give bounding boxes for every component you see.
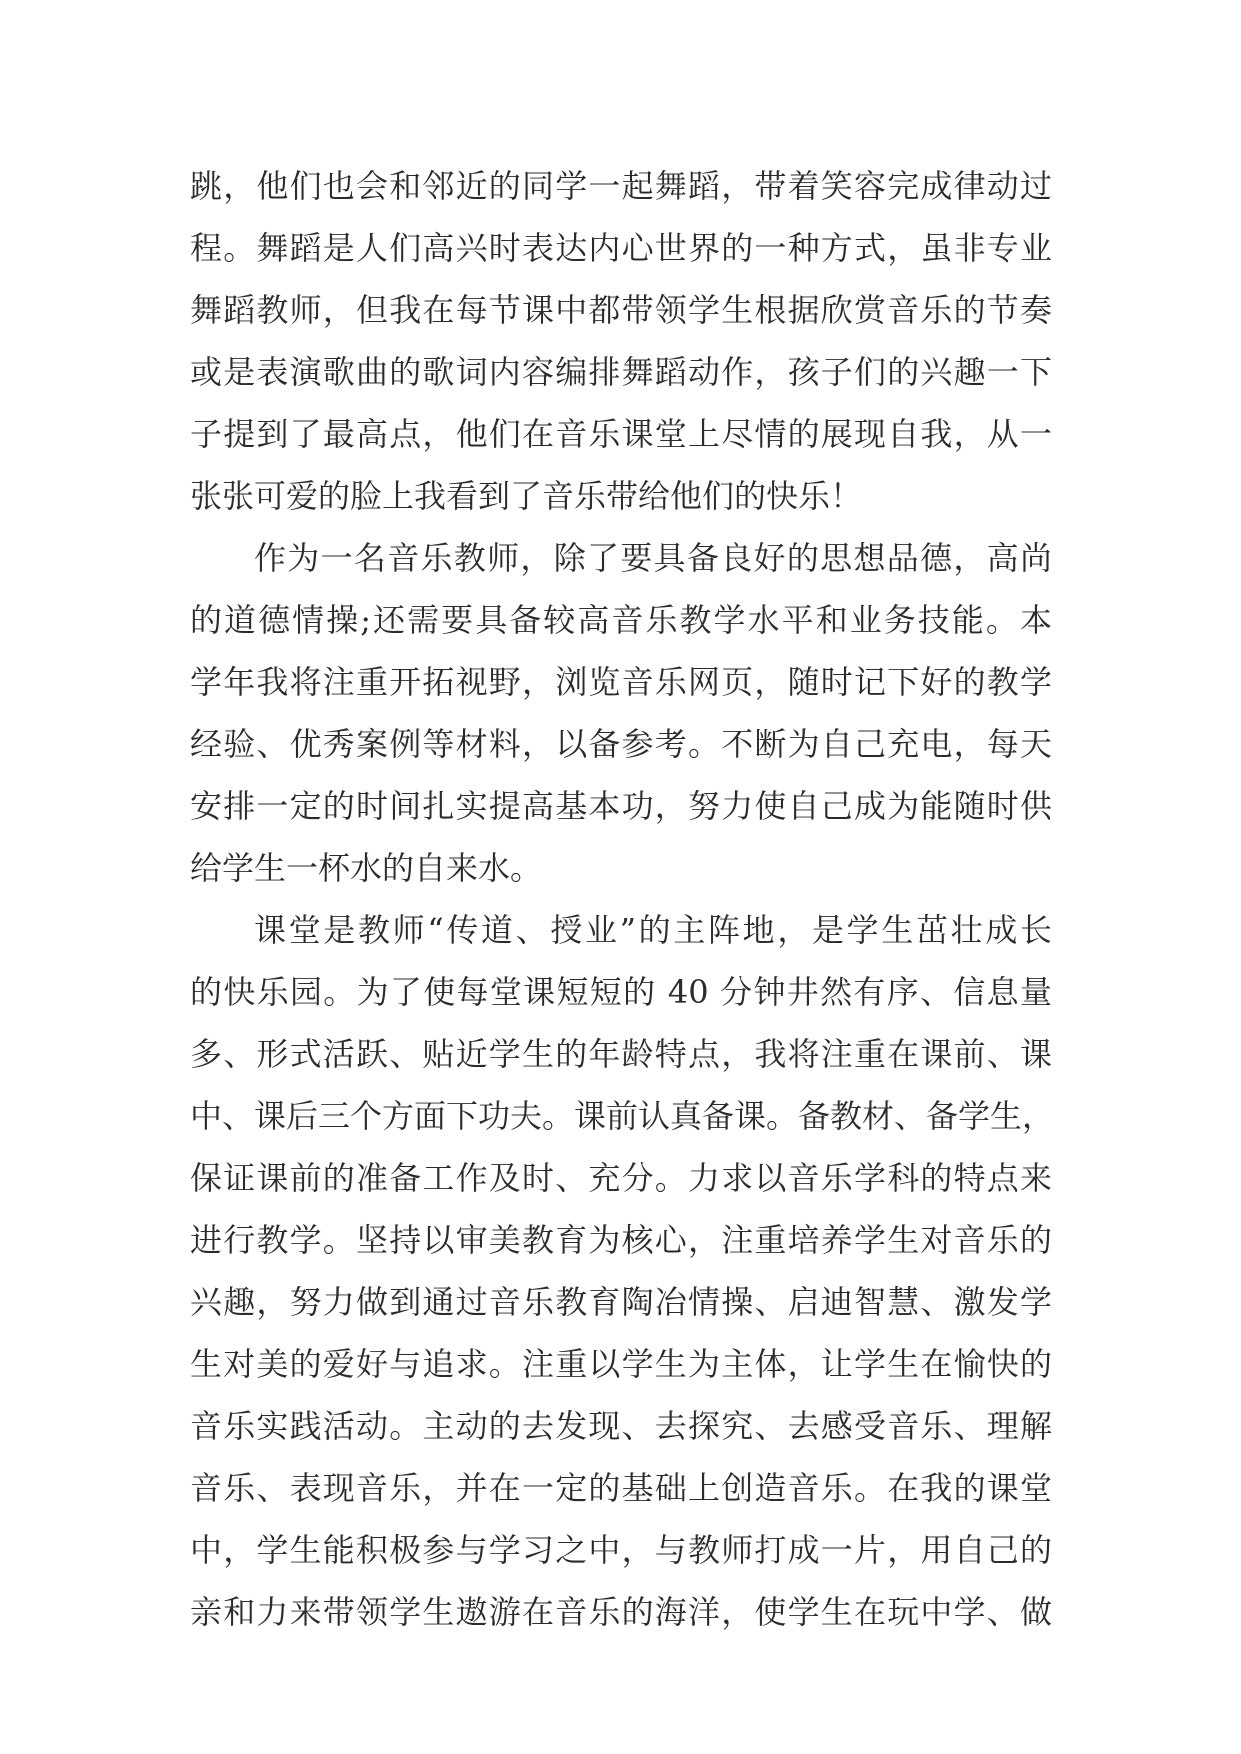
- paragraph-line: 中、课后三个方面下功夫。课前认真备课。备教材、备学生，: [190, 1097, 1055, 1135]
- paragraph-line: 生对美的爱好与追求。注重以学生为主体，让学生在愉快的: [190, 1345, 1052, 1383]
- paragraph-line: 给学生一杯水的自来水。: [190, 849, 543, 887]
- paragraph-line: 舞蹈教师，但我在每节课中都带领学生根据欣赏音乐的节奏: [190, 291, 1052, 329]
- paragraph-line: 中，学生能积极参与学习之中，与教师打成一片，用自己的: [190, 1531, 1052, 1569]
- paragraph-line: 作为一名音乐教师，除了要具备良好的思想品德，高尚: [254, 539, 1052, 577]
- paragraph-line: 学年我将注重开拓视野，浏览音乐网页，随时记下好的教学: [190, 663, 1052, 701]
- paragraph-line: 音乐实践活动。主动的去发现、去探究、去感受音乐、理解: [190, 1407, 1052, 1445]
- paragraph-line: 亲和力来带领学生遨游在音乐的海洋，使学生在玩中学、做: [190, 1593, 1052, 1631]
- paragraph-1: [190, 155, 1052, 527]
- paragraph-line: 保证课前的准备工作及时、充分。力求以音乐学科的特点来: [190, 1159, 1052, 1197]
- paragraph-line: 的快乐园。为了使每堂课短短的 40 分钟井然有序、信息量: [190, 973, 1052, 1011]
- paragraph-line: 程。舞蹈是人们高兴时表达内心世界的一种方式，虽非专业: [190, 229, 1052, 267]
- paragraph-line: 进行教学。坚持以审美教育为核心，注重培养学生对音乐的: [190, 1221, 1052, 1259]
- paragraph-line: 兴趣，努力做到通过音乐教育陶冶情操、启迪智慧、激发学: [190, 1283, 1052, 1321]
- paragraph-line: 课堂是教师“传道、授业”的主阵地，是学生茁壮成长: [254, 911, 1052, 949]
- document-body: [190, 155, 1055, 1643]
- paragraph-line: 音乐、表现音乐，并在一定的基础上创造音乐。在我的课堂: [190, 1469, 1052, 1507]
- paragraph-line: 安排一定的时间扎实提高基本功，努力使自己成为能随时供: [190, 787, 1052, 825]
- paragraph-3: [190, 899, 1055, 1643]
- paragraph-line: 经验、优秀案例等材料，以备参考。不断为自己充电，每天: [190, 725, 1052, 763]
- paragraph-line: 或是表演歌曲的歌词内容编排舞蹈动作，孩子们的兴趣一下: [190, 353, 1052, 391]
- paragraph-line: 跳，他们也会和邻近的同学一起舞蹈，带着笑容完成律动过: [190, 167, 1052, 205]
- paragraph-line: 子提到了最高点，他们在音乐课堂上尽情的展现自我，从一: [190, 415, 1052, 453]
- paragraph-2: [190, 527, 1052, 899]
- paragraph-line: 多、形式活跃、贴近学生的年龄特点，我将注重在课前、课: [190, 1035, 1052, 1073]
- paragraph-line: 张张可爱的脸上我看到了音乐带给他们的快乐！: [190, 477, 863, 515]
- paragraph-line: 的道德情操;还需要具备较高音乐教学水平和业务技能。本: [190, 601, 1052, 639]
